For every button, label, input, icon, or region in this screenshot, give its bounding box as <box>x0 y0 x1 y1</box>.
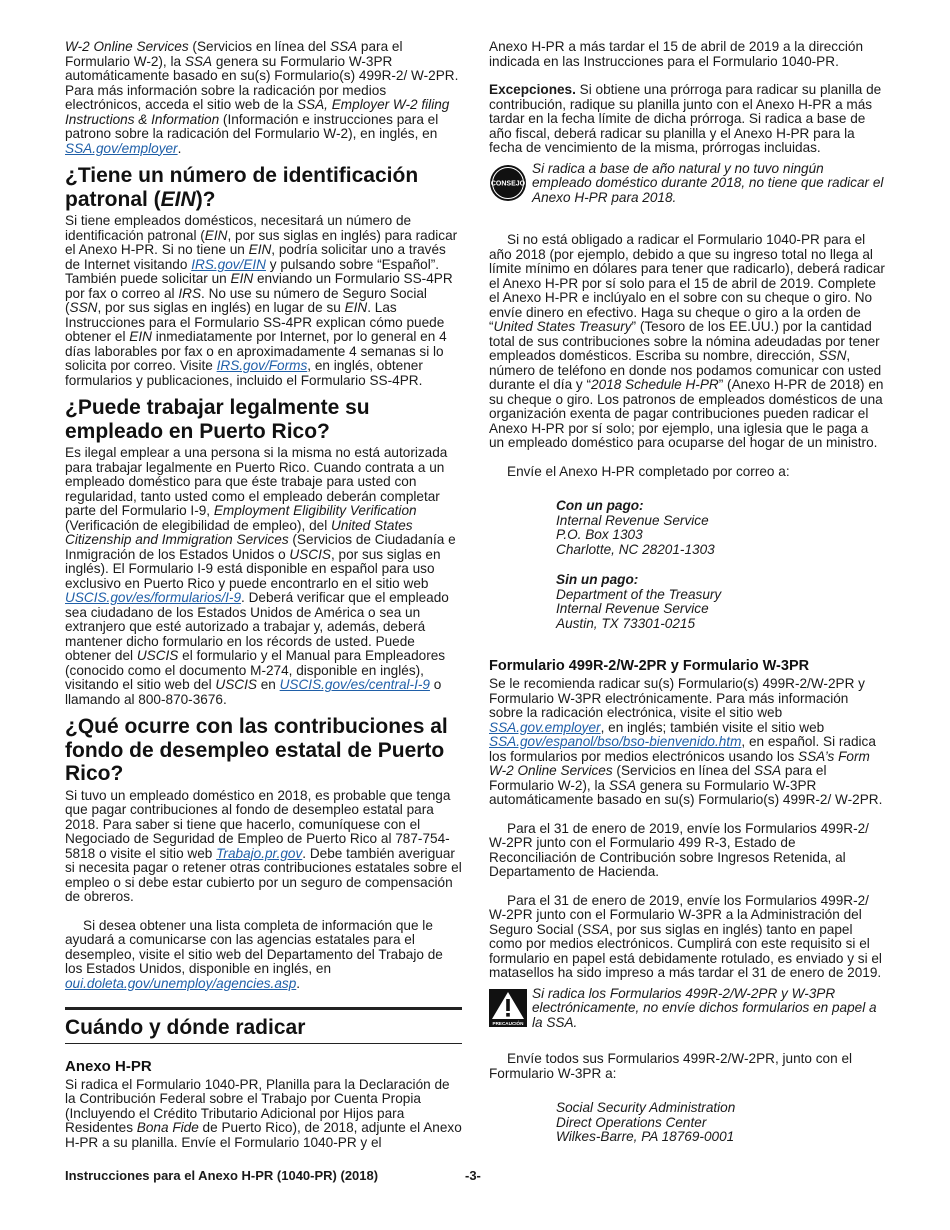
legal-work-paragraph: Es ilegal emplear a una persona si la misma no está autorizada para trabajar legalmente en Puerto Rico. Cuando contrata a un empleado doméstico para que éste trabaje para usted con regularidad, tanto usted como el empleado deberán completar parte del Formulario I-9, Employment Eligibility Verification (Verificación de elegibilidad de empleo), del United States Citizenship and Immigration Services (Servicios de Ciudadanía e Inmigración de los Estados Unidos o USCIS, por sus siglas en inglés). El Formulario I-9 está disponible en español para uso exclusivo en Puerto Rico y puede encontrarlo en el sitio web USCIS.gov/es/formularios/I-9. Deberá verificar que el empleado sea ciudadano de los Estados Unidos de América o sea un extranjero que esté autorizado a trabajar y, además, deberá mantener dicho formulario en los récords de usted. Puede obtener del USCIS el formulario y el Manual para Empleadores (conocido como el documento M-274, disponible en inglés), visitando el sitio web del USCIS en USCIS.gov/es/central-I-9 o llamando al 800-870-3676. <box>65 445 456 707</box>
italic-run: W-2 Online Services <box>65 39 189 54</box>
text-link[interactable]: USCIS.gov/es/central-I-9 <box>279 677 430 692</box>
text-link[interactable]: SSA.gov.employer <box>489 719 601 735</box>
intro-paragraph: W-2 Online Services (Servicios en línea del SSA para el Formulario W-2), la SSA genera su Formulario W-3PR automáticamente basado en su(s) Formulario(s) 499R-2/ W-2PR. Para más información sobre la radicación por medios electrónicos, acceda el sitio web de la SSA, Employer W-2 filing Instructions & Information (Información e instrucciones para el patrono sobre la radicación del Formulario W-2), en inglés, en SSA.gov/employer. <box>65 39 459 156</box>
page-number: -3- <box>465 1168 481 1183</box>
address-line: Department of the Treasury <box>556 586 722 602</box>
italic-run: Employment Eligibility Verification <box>213 503 417 518</box>
italic-run: EIN <box>230 271 254 286</box>
text-link[interactable]: USCIS.gov/es/formularios/I-9 <box>65 590 242 605</box>
caution-icon <box>489 989 527 1027</box>
send-anexo-paragraph: Envíe el Anexo H-PR completado por correo a: <box>507 463 790 479</box>
italic-run: United States Citizenship and Immigration Services <box>65 517 413 547</box>
address-with-payment <box>556 499 885 557</box>
address-with-payment-title: Con un pago: <box>556 498 644 513</box>
send-all-paragraph: Envíe todos sus Formularios 499R-2/W-2PR, junto con el Formulario W-3PR a: <box>489 1051 853 1081</box>
address-line: Internal Revenue Service <box>556 601 709 616</box>
address-line: Charlotte, NC 28201-1303 <box>556 541 715 557</box>
address-line: P.O. Box 1303 <box>556 527 643 542</box>
heading-anexo-hpr: Anexo H-PR <box>65 1057 152 1075</box>
italic-run: 2018 Schedule H-PR <box>591 377 719 392</box>
heading-unemployment: ¿Qué ocurre con las contribuciones al fondo de desempleo estatal de Puerto Rico? <box>65 715 448 785</box>
ein-paragraph: Si tiene empleados domésticos, necesitará un número de identificación patronal (EIN, por sus siglas en inglés) para radicar el Anexo H-PR. Si no tiene un EIN, podría solicitar uno a través de Internet visitando IRS.gov/EIN y pulsando sobre “Español”. También puede solicitar un EIN enviando un Formulario SS-4PR por fax o correo al IRS. No use su número de Seguro Social (SSN, por sus siglas en inglés) en lugar de su EIN. Las Instrucciones para el Formulario SS-4PR explican cómo puede obtener el EIN inmediatamente por Internet, por lo general en 4 días laborables por fax o en aproximadamente 4 semanas si lo solicita por correo. Visite IRS.gov/Forms, en inglés, obtener formularios y publicaciones, incluido el Formulario SS-4PR. <box>65 213 458 388</box>
italic-run: SSA <box>753 763 782 778</box>
address-without-payment <box>556 573 885 631</box>
address-line: Social Security Administration <box>556 1100 736 1115</box>
italic-run: SSA <box>581 921 610 937</box>
italic-run: Bona Fide <box>136 1120 199 1135</box>
italic-run: SSN <box>818 348 847 363</box>
caution-note <box>489 987 885 1031</box>
address-line: Internal Revenue Service <box>556 512 709 528</box>
italic-run: EIN <box>160 187 196 211</box>
section-thin-rule <box>65 1043 462 1044</box>
italic-run: USCIS <box>289 546 331 562</box>
address-ssa <box>556 1101 885 1145</box>
text-link[interactable]: IRS.gov/EIN <box>191 256 266 272</box>
address-line: Austin, TX 73301-0215 <box>556 615 696 631</box>
italic-run: SSA, Employer W-2 filing Instructions & Information <box>65 97 450 127</box>
italic-run: SSA <box>184 53 213 69</box>
svg-text:CONSEJO: CONSEJO <box>490 180 526 187</box>
italic-run: SSN <box>69 300 98 315</box>
text-link[interactable]: Trabajo.pr.gov <box>216 845 303 861</box>
italic-run: USCIS <box>215 677 257 692</box>
address-line: Wilkes-Barre, PA 18769-0001 <box>556 1129 735 1144</box>
italic-run: EIN <box>344 300 368 315</box>
text-link[interactable]: oui.doleta.gov/unemploy/agencies.asp <box>65 975 297 991</box>
heading-499r2: Formulario 499R-2/W-2PR y Formulario W-3PR <box>489 658 810 674</box>
italic-run: IRS <box>178 285 202 301</box>
consejo-icon <box>489 164 527 202</box>
italic-run: SSA <box>608 777 637 793</box>
anexo-paragraph: Si radica el Formulario 1040-PR, Planilla para la Declaración de la Contribución Federal sobre el Trabajo por Cuenta Propia (Incluyendo el Crédito Tributario Adicional por Hijos para Residentes Bona Fide de Puerto Rico), de 2018, adjunte el Anexo H-PR a su planilla. Envíe el Formulario 1040-PR y el <box>65 1076 462 1150</box>
text-link[interactable]: SSA.gov/employer <box>65 140 178 156</box>
bold-run: Excepciones. <box>489 82 576 97</box>
italic-run: United States Treasury <box>493 319 632 334</box>
italic-run: EIN <box>248 242 272 257</box>
not-required-paragraph: Si no está obligado a radicar el Formulario 1040-PR para el año 2018 (por ejemplo, debido a que su ingreso total no llega al límite mínimo en dólares para tener que radicarlo), deberá radicar el Anexo H-PR por sí solo para el 15 de abril de 2019. Complete el Anexo H-PR e inclúyalo en el sobre con su cheque o giro. No envíe dinero en efectivo. Haga su cheque o giro a la orden de “United States Treasury” (Tesoro de los EE.UU.) por la cantidad total de sus contribuciones sobre la nómina adeudadas por tener empleados domésticos. Escriba su nombre, dirección, SSN, número de teléfono en donde nos podamos comunicar con usted durante el día y “2018 Schedule H-PR” (Anexo H-PR de 2018) en su cheque o giro. Los patronos de empleados domésticos de una organización exenta de pagar contribuciones pueden radicar el Anexo H-PR por sí solo; por ejemplo, una iglesia que le paga a un empleado doméstico para ocuparse del hogar de un ministro. <box>489 232 885 450</box>
tip-text: Si radica a base de año natural y no tuvo ningún empleado doméstico durante 2018, no tiene que radicar el Anexo H-PR para 2018. <box>532 160 884 205</box>
electronic-filing-paragraph: Se le recomienda radicar su(s) Formulario(s) 499R-2/W-2PR y Formulario W-3PR electrónicamente. Para más información sobre la radicación electrónica, visite el sitio web SSA.gov.employer, en inglés; también visite el sitio web SSA.gov/espanol/bso/bso-bienvenido.htm, en español. Si radica los formularios por medios electrónicos usando los SSA’s Form W-2 Online Services (Servicios en línea del SSA para el Formulario W-2), la SSA genera su Formulario W-3PR automáticamente basado en su(s) Formulario(s) 499R-2/ W-2PR. <box>489 676 883 807</box>
section-rule <box>65 1007 462 1010</box>
italic-run: SSA <box>329 39 358 54</box>
italic-run: EIN <box>129 329 152 344</box>
text-link[interactable]: SSA.gov/espanol/bso/bso-bienvenido.htm <box>489 734 742 749</box>
heading-legal-work: ¿Puede trabajar legalmente su empleado en Puerto Rico? <box>65 396 370 443</box>
january-ssa-paragraph: Para el 31 de enero de 2019, envíe los Formularios 499R-2/ W-2PR junto con el Formulario W-3PR a la Administración del Seguro Social (SSA, por sus siglas en inglés) tanto en papel como por medios electrónicos. Cumplirá con este requisito si el formulario en papel está debidamente rotulado, es enviado y si el matasellos ha sido impreso a más tardar el 31 de enero de 2019. <box>489 892 882 980</box>
exceptions-paragraph: Excepciones. Si obtiene una prórroga para radicar su planilla de contribución, radique su planilla junto con el Anexo H-PR a más tardar en la fecha límite de dicha prórroga. Si radica a base de año fiscal, deberá radicar su planilla y el Anexo H-PR para la fecha de vencimiento de la misma, prórrogas incluidas. <box>489 82 882 155</box>
svg-text:PRECAUCIÓN: PRECAUCIÓN <box>492 1020 524 1026</box>
footer-title: Instrucciones para el Anexo H-PR (1040-PR) (2018) <box>65 1168 379 1183</box>
page-footer <box>65 1168 885 1183</box>
tip-note <box>489 162 885 206</box>
agencies-paragraph: Si desea obtener una lista completa de información que le ayudará a comunicarse con las agencias estatales para el desempleo, visite el sitio web del Departamento del Trabajo de los Estados Unidos, disponible en inglés, en oui.doleta.gov/unemploy/agencies.asp. <box>65 917 443 991</box>
continued-paragraph: Anexo H-PR a más tardar el 15 de abril de 2019 a la dirección indicada en las Instrucciones para el Formulario 1040-PR. <box>489 39 864 69</box>
italic-run: EIN <box>204 227 228 243</box>
january-hacienda-paragraph: Para el 31 de enero de 2019, envíe los Formularios 499R-2/ W-2PR junto con el Formulario 499 R-3, Estado de Reconciliación de Contribución sobre Ingresos Retenida, al Departamento de Hacienda. <box>489 820 869 879</box>
italic-run: USCIS <box>136 648 179 663</box>
italic-run: SSA’s Form W-2 Online Services <box>489 748 870 778</box>
heading-when-where: Cuándo y dónde radicar <box>65 1016 306 1039</box>
text-link[interactable]: IRS.gov/Forms <box>216 358 308 373</box>
heading-ein: ¿Tiene un número de identificación patronal (EIN)? <box>65 164 419 211</box>
address-line: Direct Operations Center <box>556 1114 707 1130</box>
right-column <box>489 40 885 1145</box>
caution-text: Si radica los Formularios 499R-2/W-2PR y W-3PR electrónicamente, no envíe dichos formularios en papel a la SSA. <box>532 985 877 1030</box>
unemployment-paragraph: Si tuvo un empleado doméstico en 2018, es probable que tenga que pagar contribuciones al fondo de desempleo estatal para 2018. Para saber si tiene que hacerlo, comuníquese con el Negociado de Seguridad de Empleo de Puerto Rico al 787-754-5818 o visite el sitio web Trabajo.pr.gov. Debe también averiguar si necesita pagar o retener otras contribuciones estatales sobre el empleo o si debe estar cubierto por un seguro de compensación de obreros. <box>65 787 462 904</box>
left-column <box>65 40 462 1150</box>
address-without-payment-title: Sin un pago: <box>556 572 639 587</box>
